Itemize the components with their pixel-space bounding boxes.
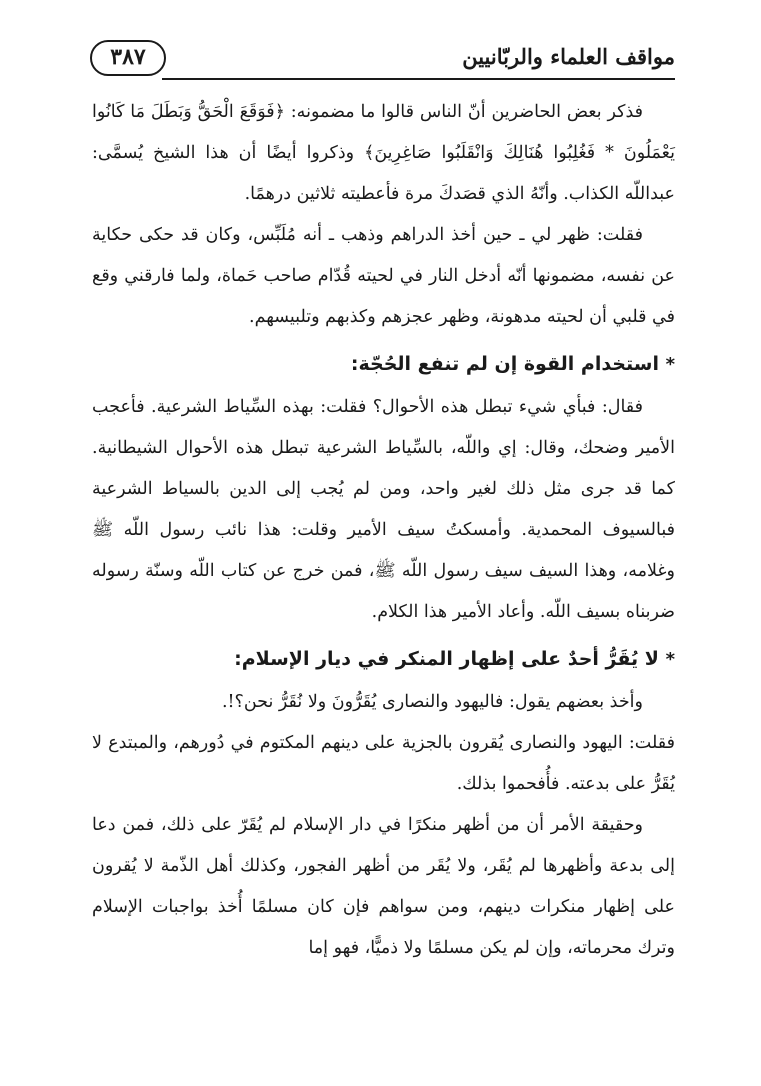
paragraph: فقلت: اليهود والنصارى يُقرون بالجزية على دينهم المكتوم في دُورهم، والمبتدع لا يُقَرُّ على بدعته. فأُفحموا بذلك. xyxy=(92,733,675,794)
paragraph: فقال: فبأي شيء تبطل هذه الأحوال؟ فقلت: بهذه السِّياط الشرعية. فأعجب الأمير وضحك، وقال: إي واللّه، بالسِّياط الشرعية تبطل هذه الأحوال الشيطانية. كما قد جرى مثل ذلك لغير واحد، ومن لم يُجب إلى الدين بالسياط الشرعية فبالسيوف المحمدية. وأمسكتُ سيف الأمير وقلت: هذا نائب رسول اللّه ﷺ وغلامه، وهذا السيف سيف رسول اللّه ﷺ، فمن خرج عن كتاب اللّه وسنّة رسوله ضربناه بسيف اللّه. وأعاد الأمير هذا الكلام. xyxy=(92,397,675,622)
page-number: ٣٨٧ xyxy=(90,40,166,76)
heading-text: لا يُقَرُّ أحدٌ على إظهار المنكر في ديار الإسلام: xyxy=(234,648,659,670)
heading-marker: * xyxy=(665,354,675,375)
header-rule xyxy=(162,78,675,80)
paragraph: وأخذ بعضهم يقول: فاليهود والنصارى يُقَرُّونَ ولا نُقَرُّ نحن؟!. xyxy=(221,692,643,712)
running-title: مواقف العلماء والربّانيين xyxy=(462,44,675,69)
page-body xyxy=(92,92,675,969)
paragraph: فقلت: ظهر لي ـ حين أخذ الدراهم وذهب ـ أنه مُلَبِّس، وكان قد حكى حكاية عن نفسه، مضمونها أنّه أدخل النار في لحيته قُدّام صاحب حَماة، ولما فارقني وقع في قلبي أن لحيته مدهونة، وظهر عجزهم وكذبهم وتلبيسهم. xyxy=(92,225,675,327)
section-heading xyxy=(92,637,675,682)
paragraph: فذكر بعض الحاضرين أنّ الناس قالوا ما مضمونه: ﴿فَوَقَعَ الْحَقُّ وَبَطَلَ مَا كَانُوا يَعْمَلُونَ * فَغُلِبُوا هُنَالِكَ وَانْقَلَبُوا صَاغِرِينَ﴾ وذكروا أيضًا أن هذا الشيخ يُسمَّى: عبداللّه الكذاب. وأنّهُ الذي قصَدكَ مرة فأعطيته ثلاثين درهمًا. xyxy=(92,102,675,204)
heading-text: استخدام القوة إن لم تنفع الحُجّة: xyxy=(350,353,659,375)
page-header xyxy=(92,40,675,86)
heading-marker: * xyxy=(665,649,675,670)
section-heading xyxy=(92,342,675,387)
paragraph: وحقيقة الأمر أن من أظهر منكرًا في دار الإسلام لم يُقَرّ على ذلك، فمن دعا إلى بدعة وأظهرها لم يُقَر، ولا يُقَر من أظهر الفجور، وكذلك أهل الذّمة لا يُقرون على إظهار منكرات دينهم، ومن سواهم فإن كان مسلمًا أُخذ بواجبات الإسلام وترك محرماته، وإن لم يكن مسلمًا ولا ذميًّا، فهو إما xyxy=(92,815,675,958)
